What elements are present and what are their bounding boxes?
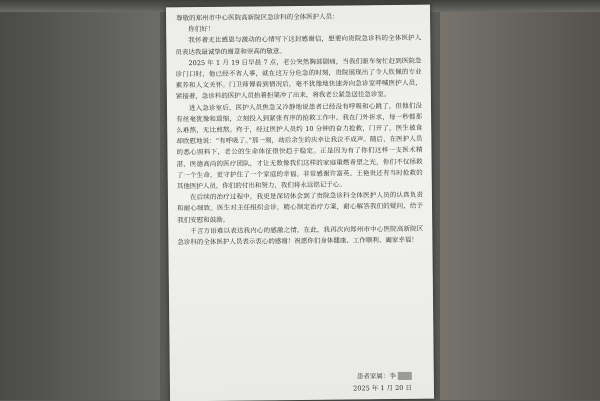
letter-paper bbox=[166, 5, 434, 401]
letter-paragraph: 我怀着无比感恩与激动的心情写下这封感谢信，想要向贵院急诊科的全体医护人员表达我最诚挚的谢意和崇高的敬意。 bbox=[175, 34, 422, 56]
background-right bbox=[440, 0, 600, 400]
background-left bbox=[0, 0, 160, 400]
letter-paragraph: 在后续的治疗过程中，我更是深切体会到了贵院急诊科全体医护人员的认真负责和耐心细致。医生对主任组织会诊，精心制定治疗方案，耐心解答我们的疑问，给予我们安慰和鼓励。 bbox=[177, 190, 424, 224]
signature-block bbox=[353, 370, 412, 395]
letter-date: 2025 年 1 月 20 日 bbox=[353, 383, 412, 393]
letter-salutation: 尊敬的郑州市中心医院高新院区急诊科的全体医护人员： bbox=[176, 12, 339, 23]
letter-paragraph: 进入急诊室后，医护人员焦急又冷静地说患者已经没有呼吸和心跳了，但他们没有丝毫犹豫和退缩，立刻投入到紧张有序的抢救工作中。我在门外祈求，每一秒都那么难熬，无比煎熬。终于，经过医护人员约 10 分钟的奋力抢救，门开了，医生被食却欣慰地说：“有呼吸了。”那一刻，劫后余生的庆幸让我泣不成声。随后，在医护人员的悉心照料下，老公的生命体征很快趋于稳定。正是因为有了你们这样一支医术精湛、医德高尚的医疗团队，才让无数像我们这样的家庭重燃希望之光，你们不仅拯救了一个生命，更守护住了一个家庭的幸福。非常感谢许富英、王艳贵还有当时抢救的其他医护人员，你们的付出和努力，我们将永远铭记于心。 bbox=[176, 101, 423, 191]
signer-name: 患者家属：李 bbox=[356, 372, 396, 381]
letter-greeting: 你们好！ bbox=[188, 25, 215, 34]
letter-content bbox=[175, 11, 423, 249]
letter-paragraph: 千言万语难以表达我内心的感激之情，在此，我再次向郑州市中心医院高新院区急诊科的全体医护人员表示衷心的感谢！祝愿你们身体健康、工作顺利、阖家幸福！ bbox=[177, 224, 424, 247]
signer-line bbox=[353, 370, 412, 383]
redaction-mark bbox=[398, 372, 412, 380]
letter-paragraph: 2025 年 1 月 19 日早晨 7 点，老公突然胸部剧痛，当我们驱车匆忙赶到医院急诊门口时，他已经不省人事，就在这万分危急的时刻，贵院展现出了令人钦佩的专业素养和人文关怀。门卫师傅看到情况后，毫不犹豫地快速奔向急诊室呼喊医护人员，紧接着，急诊科的医护人员抬着担架冲了出来，将我老公紧急送往急诊室。 bbox=[175, 56, 422, 101]
